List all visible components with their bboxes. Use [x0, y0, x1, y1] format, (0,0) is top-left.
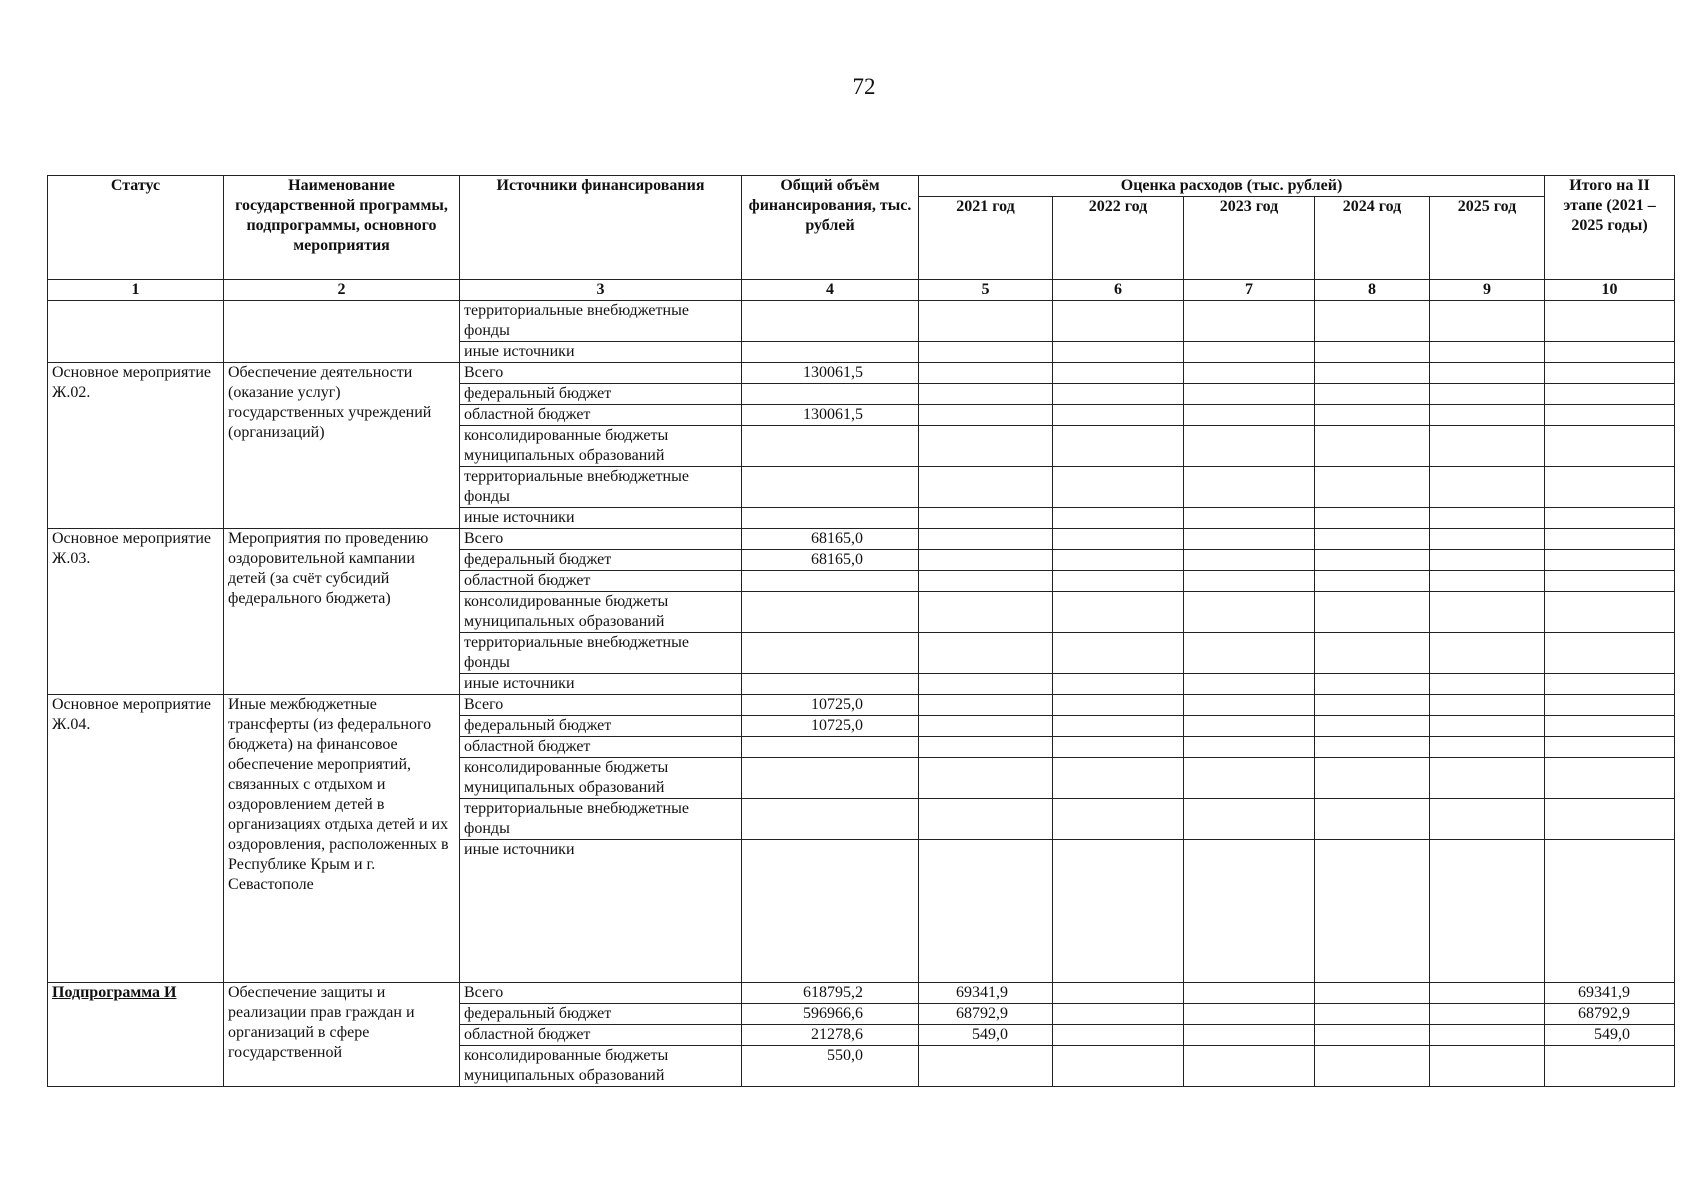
value-cell — [1053, 799, 1184, 840]
column-number-row — [48, 280, 1675, 301]
value-cell — [1430, 983, 1545, 1004]
value-cell — [1053, 550, 1184, 571]
source-cell: иные источники — [460, 674, 742, 695]
value-cell — [1184, 1004, 1315, 1025]
header-estimate: Оценка расходов (тыс. рублей) — [919, 176, 1545, 197]
value-cell — [919, 342, 1053, 363]
value-cell — [1315, 840, 1430, 983]
value-cell — [1315, 1004, 1430, 1025]
value-cell: 68165,0 — [742, 529, 919, 550]
value-cell — [1545, 840, 1675, 983]
header-row-1 — [48, 176, 1675, 197]
value-cell — [1053, 674, 1184, 695]
value-cell — [1430, 550, 1545, 571]
value-cell — [1545, 695, 1675, 716]
value-cell: 130061,5 — [742, 363, 919, 384]
value-cell — [742, 384, 919, 405]
value-cell — [919, 737, 1053, 758]
value-cell — [1315, 571, 1430, 592]
value-cell — [1053, 467, 1184, 508]
value-cell — [742, 674, 919, 695]
source-cell: консолидированные бюджеты муниципальных образований — [460, 592, 742, 633]
value-cell — [1430, 1046, 1545, 1087]
value-cell — [1545, 674, 1675, 695]
value-cell — [742, 758, 919, 799]
source-cell: Всего — [460, 983, 742, 1004]
name-cell: Иные межбюджетные трансферты (из федерального бюджета) на финансовое обеспечение мероприятий, связанных с отдыхом и оздоровлением детей в организациях отдыха детей и их оздоровления, расположенных в Республике Крым и г. Севастополе — [224, 695, 460, 983]
name-cell: Обеспечение деятельности (оказание услуг) государственных учреждений (организаций) — [224, 363, 460, 529]
source-cell: консолидированные бюджеты муниципальных образований — [460, 1046, 742, 1087]
source-cell: областной бюджет — [460, 571, 742, 592]
source-cell: территориальные внебюджетные фонды — [460, 301, 742, 342]
value-cell — [1430, 840, 1545, 983]
value-cell — [1315, 695, 1430, 716]
column-number: 1 — [48, 280, 224, 301]
value-cell — [1430, 301, 1545, 342]
value-cell — [919, 529, 1053, 550]
value-cell — [1184, 716, 1315, 737]
page-number: 72 — [852, 74, 876, 99]
column-number: 6 — [1053, 280, 1184, 301]
value-cell — [1545, 384, 1675, 405]
value-cell — [1053, 342, 1184, 363]
value-cell — [1430, 695, 1545, 716]
value-cell — [919, 426, 1053, 467]
value-cell — [1053, 695, 1184, 716]
value-cell — [1430, 405, 1545, 426]
value-cell — [1315, 983, 1430, 1004]
value-cell — [1184, 840, 1315, 983]
value-cell: 549,0 — [919, 1025, 1053, 1046]
value-cell — [1315, 1046, 1430, 1087]
value-cell — [1430, 716, 1545, 737]
value-cell — [1430, 592, 1545, 633]
value-cell — [1184, 758, 1315, 799]
value-cell — [1184, 301, 1315, 342]
value-cell — [919, 550, 1053, 571]
value-cell: 68165,0 — [742, 550, 919, 571]
source-cell: иные источники — [460, 840, 742, 983]
value-cell — [1430, 467, 1545, 508]
value-cell — [919, 301, 1053, 342]
value-cell — [1315, 674, 1430, 695]
source-cell: областной бюджет — [460, 405, 742, 426]
value-cell: 68792,9 — [919, 1004, 1053, 1025]
value-cell — [1315, 1025, 1430, 1046]
value-cell — [742, 840, 919, 983]
source-cell: федеральный бюджет — [460, 550, 742, 571]
status-cell — [48, 301, 224, 363]
value-cell — [1184, 674, 1315, 695]
header-2022: 2022 год — [1053, 197, 1184, 280]
value-cell — [1430, 384, 1545, 405]
value-cell — [919, 633, 1053, 674]
value-cell — [1053, 758, 1184, 799]
value-cell — [1053, 592, 1184, 633]
source-cell: иные источники — [460, 508, 742, 529]
value-cell — [919, 840, 1053, 983]
source-cell: Всего — [460, 529, 742, 550]
value-cell — [1545, 758, 1675, 799]
source-cell: Всего — [460, 363, 742, 384]
value-cell: 618795,2 — [742, 983, 919, 1004]
column-number: 8 — [1315, 280, 1430, 301]
value-cell — [1545, 571, 1675, 592]
value-cell — [919, 674, 1053, 695]
name-cell — [224, 301, 460, 363]
header-status: Статус — [48, 176, 224, 280]
status-cell: Основное мероприятие Ж.03. — [48, 529, 224, 695]
value-cell: 69341,9 — [1545, 983, 1675, 1004]
value-cell — [1545, 633, 1675, 674]
value-cell — [1184, 633, 1315, 674]
value-cell — [1545, 342, 1675, 363]
table-row — [48, 301, 1675, 342]
value-cell — [1430, 1004, 1545, 1025]
value-cell — [1545, 363, 1675, 384]
value-cell — [1430, 508, 1545, 529]
table-row — [48, 363, 1675, 384]
value-cell — [1315, 592, 1430, 633]
value-cell — [1184, 342, 1315, 363]
value-cell — [1545, 550, 1675, 571]
value-cell — [742, 426, 919, 467]
subprogram-title: Подпрограмма И — [52, 984, 177, 1001]
value-cell — [1545, 799, 1675, 840]
source-cell: областной бюджет — [460, 1025, 742, 1046]
value-cell — [742, 301, 919, 342]
value-cell — [1430, 633, 1545, 674]
value-cell — [1315, 633, 1430, 674]
source-cell: консолидированные бюджеты муниципальных образований — [460, 426, 742, 467]
value-cell — [1545, 426, 1675, 467]
value-cell — [1184, 983, 1315, 1004]
status-cell: Основное мероприятие Ж.04. — [48, 695, 224, 983]
value-cell — [919, 467, 1053, 508]
value-cell — [1184, 529, 1315, 550]
column-number: 3 — [460, 280, 742, 301]
value-cell — [1315, 384, 1430, 405]
value-cell — [1184, 592, 1315, 633]
status-cell: Основное мероприятие Ж.02. — [48, 363, 224, 529]
value-cell — [919, 695, 1053, 716]
value-cell — [919, 405, 1053, 426]
source-cell: территориальные внебюджетные фонды — [460, 799, 742, 840]
column-number: 9 — [1430, 280, 1545, 301]
value-cell — [1315, 758, 1430, 799]
value-cell — [1184, 695, 1315, 716]
value-cell — [742, 799, 919, 840]
value-cell — [919, 592, 1053, 633]
value-cell — [919, 799, 1053, 840]
value-cell — [742, 592, 919, 633]
table-row — [48, 983, 1675, 1004]
value-cell — [919, 1046, 1053, 1087]
value-cell — [1053, 983, 1184, 1004]
value-cell — [1545, 405, 1675, 426]
value-cell: 550,0 — [742, 1046, 919, 1087]
value-cell: 10725,0 — [742, 716, 919, 737]
value-cell — [1184, 799, 1315, 840]
value-cell — [1053, 384, 1184, 405]
value-cell: 21278,6 — [742, 1025, 919, 1046]
value-cell — [1545, 1046, 1675, 1087]
value-cell — [1430, 1025, 1545, 1046]
source-cell: консолидированные бюджеты муниципальных образований — [460, 758, 742, 799]
header-2023: 2023 год — [1184, 197, 1315, 280]
value-cell: 549,0 — [1545, 1025, 1675, 1046]
value-cell — [1430, 342, 1545, 363]
value-cell — [1545, 301, 1675, 342]
value-cell: 68792,9 — [1545, 1004, 1675, 1025]
source-cell: иные источники — [460, 342, 742, 363]
value-cell — [919, 508, 1053, 529]
name-cell: Обеспечение защиты и реализации прав граждан и организаций в сфере государственной — [224, 983, 460, 1087]
value-cell — [1053, 363, 1184, 384]
value-cell — [1053, 737, 1184, 758]
column-number: 2 — [224, 280, 460, 301]
value-cell — [1545, 467, 1675, 508]
value-cell — [1184, 467, 1315, 508]
header-2021: 2021 год — [919, 197, 1053, 280]
value-cell — [742, 508, 919, 529]
value-cell — [1545, 508, 1675, 529]
value-cell: 69341,9 — [919, 983, 1053, 1004]
value-cell: 10725,0 — [742, 695, 919, 716]
value-cell — [1430, 529, 1545, 550]
value-cell — [1315, 799, 1430, 840]
value-cell — [919, 758, 1053, 799]
name-cell: Мероприятия по проведению оздоровительной кампании детей (за счёт субсидий федерального бюджета) — [224, 529, 460, 695]
value-cell — [1184, 508, 1315, 529]
value-cell — [1184, 1046, 1315, 1087]
value-cell — [1430, 426, 1545, 467]
source-cell: территориальные внебюджетные фонды — [460, 633, 742, 674]
value-cell — [1430, 758, 1545, 799]
value-cell — [1430, 571, 1545, 592]
value-cell — [1430, 737, 1545, 758]
value-cell: 596966,6 — [742, 1004, 919, 1025]
value-cell — [919, 363, 1053, 384]
value-cell — [1315, 426, 1430, 467]
value-cell — [1315, 550, 1430, 571]
source-cell: территориальные внебюджетные фонды — [460, 467, 742, 508]
value-cell — [1184, 550, 1315, 571]
source-cell: федеральный бюджет — [460, 1004, 742, 1025]
value-cell — [742, 633, 919, 674]
value-cell — [919, 716, 1053, 737]
column-number: 7 — [1184, 280, 1315, 301]
value-cell — [1053, 1004, 1184, 1025]
status-cell — [48, 983, 224, 1087]
value-cell — [1053, 1046, 1184, 1087]
value-cell — [1545, 592, 1675, 633]
value-cell — [1053, 633, 1184, 674]
header-2025: 2025 год — [1430, 197, 1545, 280]
value-cell: 130061,5 — [742, 405, 919, 426]
source-cell: федеральный бюджет — [460, 384, 742, 405]
value-cell — [1545, 716, 1675, 737]
header-sources: Источники финансирования — [460, 176, 742, 280]
value-cell — [742, 737, 919, 758]
value-cell — [1315, 716, 1430, 737]
table-row — [48, 529, 1675, 550]
value-cell — [1315, 301, 1430, 342]
value-cell — [1430, 363, 1545, 384]
table-row — [48, 695, 1675, 716]
value-cell — [919, 571, 1053, 592]
header-total: Общий объём финансирования, тыс. рублей — [742, 176, 919, 280]
value-cell — [1053, 840, 1184, 983]
value-cell — [1053, 1025, 1184, 1046]
value-cell — [1315, 363, 1430, 384]
value-cell — [1315, 737, 1430, 758]
header-itogo: Итого на II этапе (2021 – 2025 годы) — [1545, 176, 1675, 280]
value-cell — [1184, 1025, 1315, 1046]
source-cell: федеральный бюджет — [460, 716, 742, 737]
financing-table — [47, 175, 1675, 1087]
value-cell — [1053, 571, 1184, 592]
column-number: 4 — [742, 280, 919, 301]
value-cell — [1184, 737, 1315, 758]
value-cell — [1184, 384, 1315, 405]
value-cell — [1184, 363, 1315, 384]
value-cell — [742, 342, 919, 363]
source-cell: областной бюджет — [460, 737, 742, 758]
column-number: 10 — [1545, 280, 1675, 301]
value-cell — [742, 467, 919, 508]
value-cell — [742, 571, 919, 592]
value-cell — [1315, 508, 1430, 529]
value-cell — [1315, 405, 1430, 426]
value-cell — [1053, 508, 1184, 529]
value-cell — [1053, 405, 1184, 426]
value-cell — [1315, 529, 1430, 550]
value-cell — [919, 384, 1053, 405]
value-cell — [1430, 799, 1545, 840]
value-cell — [1184, 571, 1315, 592]
value-cell — [1315, 342, 1430, 363]
value-cell — [1545, 529, 1675, 550]
header-name: Наименование государственной программы, подпрограммы, основного мероприятия — [224, 176, 460, 280]
value-cell — [1430, 674, 1545, 695]
value-cell — [1053, 716, 1184, 737]
value-cell — [1545, 737, 1675, 758]
value-cell — [1184, 405, 1315, 426]
value-cell — [1053, 426, 1184, 467]
value-cell — [1053, 529, 1184, 550]
header-2024: 2024 год — [1315, 197, 1430, 280]
source-cell: Всего — [460, 695, 742, 716]
column-number: 5 — [919, 280, 1053, 301]
value-cell — [1184, 426, 1315, 467]
value-cell — [1315, 467, 1430, 508]
value-cell — [1053, 301, 1184, 342]
